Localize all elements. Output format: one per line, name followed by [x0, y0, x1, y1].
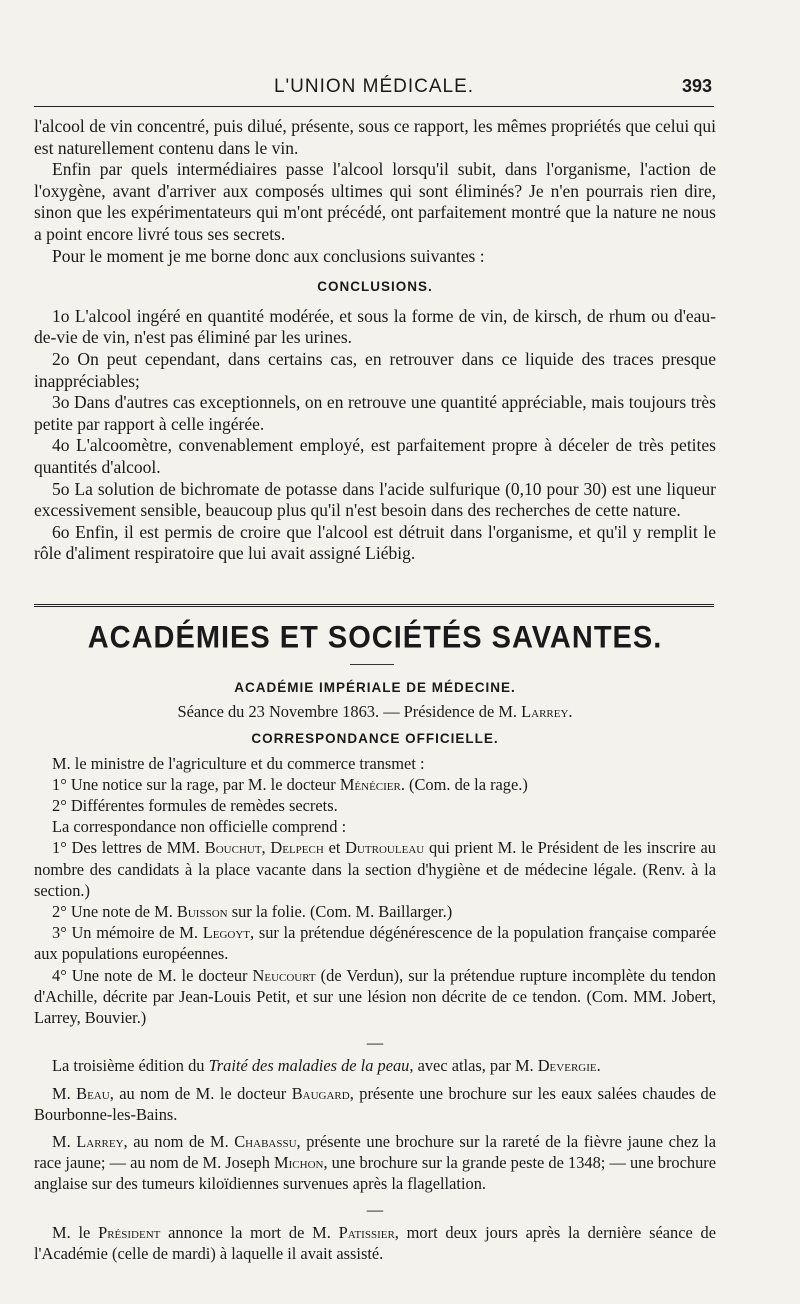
paragraph: Pour le moment je me borne donc aux conclusions suivantes : — [52, 245, 485, 266]
seance-line: Séance du 23 Novembre 1863. — Présidence de M. Larrey. — [177, 702, 573, 722]
section-rule — [34, 604, 714, 607]
conclusion-item: 2o On peut cependant, dans certains cas, en retrouver dans ce liquide des traces presque inappréciables; — [34, 348, 716, 391]
paragraph: Enfin par quels intermédiaires passe l'alcool lorsqu'il subit, dans l'organisme, l'action de l'oxygène, avant d'arriver aux composés ultimes qui sont éliminés? Je n'en pourrais rien dire, sinon que les expérimentateurs qui m'ont précédé, ont parfaitement montré que la nature ne nous a point encore livré tous ses secrets. — [34, 159, 716, 244]
section-title: ACADÉMIES ET SOCIÉTÉS SAVANTES. — [87, 620, 663, 656]
separator: — — [366, 1033, 384, 1053]
conclusion-item: 1o L'alcool ingéré en quantité modérée, et sous la forme de vin, de kirsch, de rhum ou d'eau-de-vie de vin, n'est pas éliminé par les urines. — [34, 305, 716, 348]
academy-report — [34, 676, 716, 1264]
article-conclusion — [34, 116, 716, 565]
paragraph: M. Beau, au nom de M. le docteur Baugard, présente une brochure sur les eaux salées chaudes de Bourbonne-les-Bains. — [34, 1083, 716, 1124]
header-rule — [34, 106, 714, 107]
paragraph: M. Larrey, au nom de M. Chabassu, présente une brochure sur la rareté de la fièvre jaune chez la race jaune; — au nom de M. Joseph Michon, une brochure sur la grande peste de 1348; — une brochure anglaise sur des tumeurs kiloïdiennes survenues après la flagellation. — [34, 1132, 717, 1194]
list-item: 2° Différentes formules de remèdes secrets. — [52, 796, 338, 816]
paragraph: M. le Président annonce la mort de M. Patissier, mort deux jours après la dernière séance de l'Académie (celle de mardi) à laquelle il avait assisté. — [34, 1222, 717, 1264]
paragraph: La troisième édition du Traité des maladies de la peau, avec atlas, par M. Devergie. — [52, 1056, 601, 1076]
title-underline — [350, 664, 394, 665]
paragraph: l'alcool de vin concentré, puis dilué, présente, sous ce rapport, les mêmes propriétés que celui qui est naturellement contenu dans le vin. — [34, 116, 716, 158]
paragraph: La correspondance non officielle comprend : — [52, 817, 347, 837]
list-item: 4° Une note de M. le docteur Neucourt (de Verdun), sur la prétendue rupture incomplète du tendon d'Achille, décrite par Jean-Louis Petit, et sur une lésion non décrite de ce tendon. (Com. MM. Jobert, Larrey, Bouvier.) — [34, 965, 716, 1028]
conclusion-item: 6o Enfin, il est permis de croire que l'alcool est détruit dans l'organisme, et qu'il y remplit le rôle d'aliment respiratoire que lui avait assigné Liébig. — [34, 521, 716, 564]
conclusion-item: 4o L'alcoomètre, convenablement employé, est parfaitement propre à déceler de très petites quantités d'alcool. — [34, 435, 716, 477]
correspondance-heading: CORRESPONDANCE OFFICIELLE. — [251, 731, 499, 747]
conclusion-item: 3o Dans d'autres cas exceptionnels, on en retrouve une quantité appréciable, mais toujours très petite par rapport à celle ingérée. — [34, 392, 716, 434]
conclusions-heading: CONCLUSIONS. — [317, 279, 433, 295]
academy-heading: ACADÉMIE IMPÉRIALE DE MÉDECINE. — [234, 680, 516, 695]
paragraph: M. le ministre de l'agriculture et du commerce transmet : — [52, 753, 425, 773]
page-header — [34, 70, 714, 104]
separator: — — [366, 1199, 384, 1219]
list-item: 2° Une note de M. Buisson sur la folie. (Com. M. Baillarger.) — [52, 902, 453, 922]
running-title: L'UNION MÉDICALE. — [273, 76, 475, 97]
conclusion-item: 5o La solution de bichromate de potasse dans l'acide sulfurique (0,10 pour 30) est une liqueur excessivement sensible, beaucoup plus qu'il n'est besoin dans des recherches de cette nature. — [34, 478, 716, 521]
list-item: 1° Des lettres de MM. Bouchut, Delpech et Dutrouleau qui prient M. le Président de les inscrire au nombre des candidats à la place vacante dans la section d'hygiène et de médecine légale. (Renv. à la section.) — [34, 838, 716, 900]
list-item: 3° Un mémoire de M. Legoyt, sur la prétendue dégénérescence de la population française comparée aux populations européennes. — [34, 923, 717, 964]
page-number: 393 — [681, 76, 712, 96]
list-item: 1° Une notice sur la rage, par M. le docteur Ménécier. (Com. de la rage.) — [52, 774, 528, 794]
